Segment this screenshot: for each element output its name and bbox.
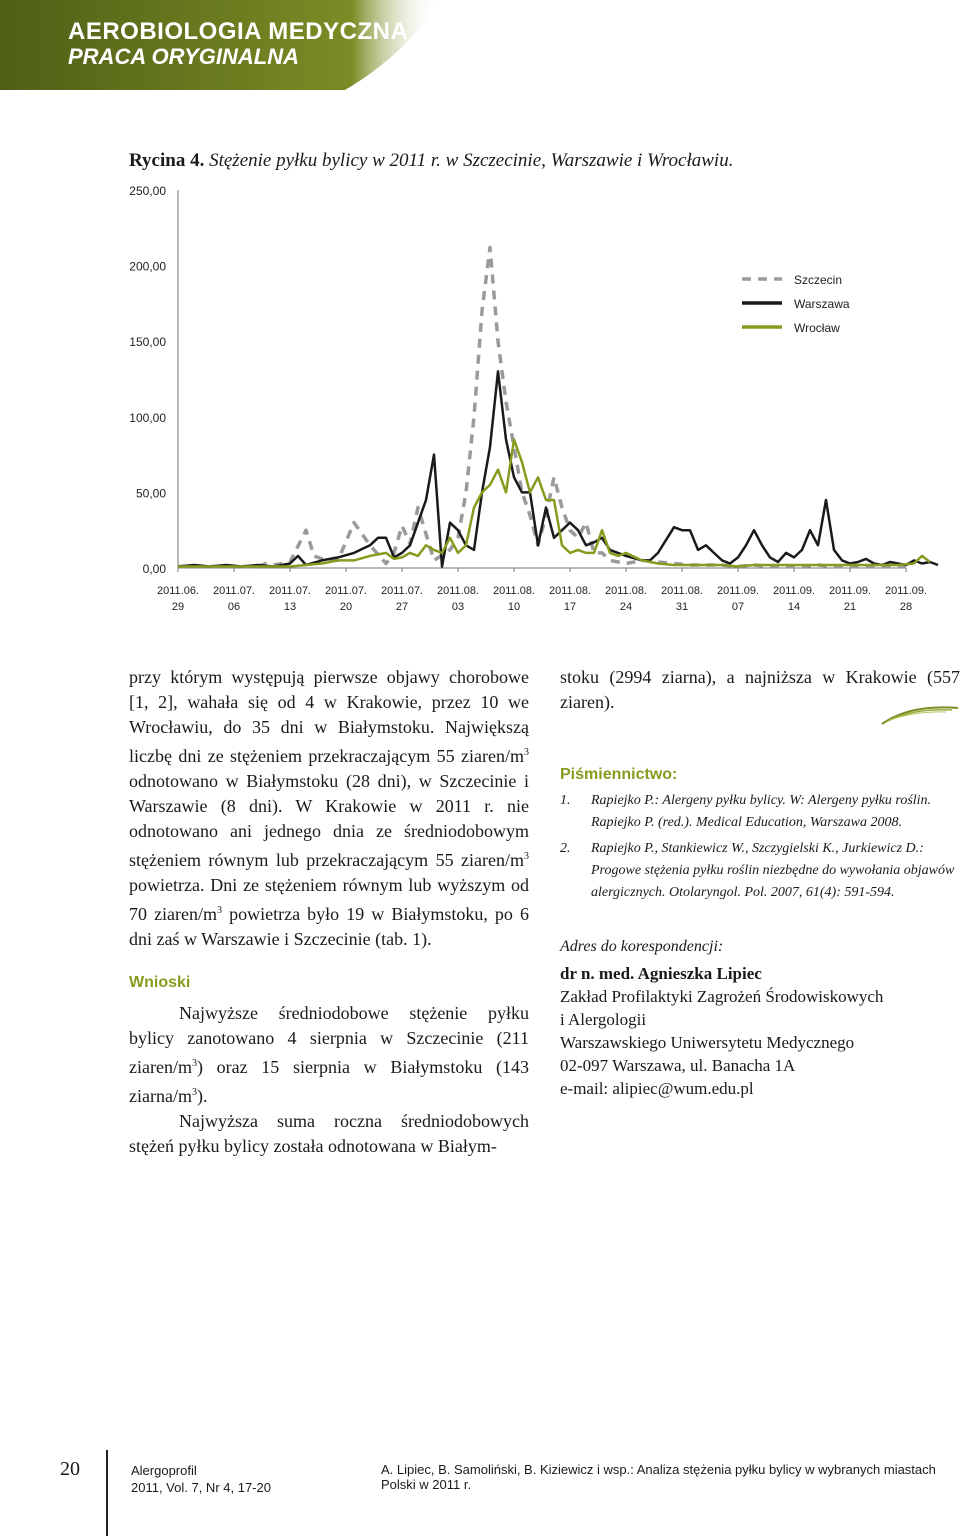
series-line-szczecin <box>178 248 906 567</box>
x-tick-label: 2011.08. <box>604 585 648 597</box>
results-text-d: powietrza było 19 w Białymstoku, po 6 dni zaś w Warszawie i Szczecinie (tab. 1). <box>129 904 530 949</box>
x-tick-label: 2011.06. <box>156 585 200 597</box>
journal-header <box>0 0 960 90</box>
correspondence-address <box>560 935 960 1100</box>
x-tick-label: 13 <box>283 601 297 613</box>
conclusions-text-a: Najwyższe średniodobowe stężenie pyłku bylicy zanotowano 4 sierpnia w Szczecinie (211 ziaren/m <box>129 1003 529 1077</box>
x-tick-label: 24 <box>619 601 633 613</box>
x-tick-label: 03 <box>451 601 465 613</box>
journal-info <box>131 1462 271 1496</box>
x-tick-label: 14 <box>787 601 801 613</box>
results-text-b: odnotowano w Białymstoku (28 dni), w Szczecinie i Warszawie (8 dni). W Krakowie w 2011 r. nie odnotowano ani jednego dnia ze średniodobowym stężeniem równym lub przekraczającym 55 ziaren/m <box>129 771 529 870</box>
reference-item <box>560 790 960 834</box>
address-line: 02-097 Warszawa, ul. Banacha 1A <box>560 1056 796 1075</box>
reference-number: 1. <box>560 793 571 808</box>
author-name: dr n. med. Agnieszka Lipiec <box>560 964 762 983</box>
x-tick-label: 31 <box>675 601 689 613</box>
conclusions-text-b: ) oraz 15 sierpnia w Białymstoku (143 ziarna/m <box>129 1057 529 1106</box>
right-paragraph: stoku (2994 ziarna), a najniższa w Krakowie (557 ziaren). <box>560 667 960 712</box>
references-heading: Piśmiennictwo: <box>560 766 678 783</box>
x-tick-label: 29 <box>171 601 185 613</box>
running-citation: A. Lipiec, B. Samoliński, B. Kiziewicz i wsp.: Analiza stężenia pyłku bylicy w wybranych miastach Polski w 2011 r. <box>381 1462 936 1492</box>
x-tick-label: 2011.08. <box>548 585 592 597</box>
journal-name: Alergoprofil <box>131 1463 197 1478</box>
superscript: 3 <box>524 851 529 862</box>
x-tick-label: 21 <box>843 601 857 613</box>
conclusions-text-c: ). <box>196 1086 208 1106</box>
superscript: 3 <box>217 905 223 916</box>
superscript: 3 <box>191 1058 197 1069</box>
results-paragraph <box>129 665 529 952</box>
x-tick-label: 2011.08. <box>660 585 704 597</box>
x-tick-label: 2011.09. <box>884 585 928 597</box>
superscript: 3 <box>524 747 529 758</box>
results-text-c: powietrza. Dni ze stężeniem równym lub wyższym od 70 ziaren/m <box>129 875 529 924</box>
x-tick-label: 2011.07. <box>212 585 256 597</box>
x-tick-label: 27 <box>395 601 409 613</box>
x-tick-label: 17 <box>563 601 577 613</box>
article-type: PRACA ORYGINALNA <box>68 44 300 69</box>
conclusions-heading: Wnioski <box>129 974 191 991</box>
address-label: Adres do korespondencji: <box>560 938 724 955</box>
address-line: Warszawskiego Uniwersytetu Medycznego <box>560 1033 855 1052</box>
x-tick-label: 10 <box>507 601 521 613</box>
x-tick-label: 2011.08. <box>492 585 536 597</box>
address-line: Zakład Profilaktyki Zagrożeń Środowiskowych <box>560 987 884 1006</box>
y-tick-label: 200,00 <box>129 259 166 274</box>
y-tick-label: 150,00 <box>129 335 166 350</box>
y-tick-label: 0,00 <box>142 562 166 576</box>
x-tick-label: 2011.09. <box>772 585 816 597</box>
series-line-warszawa <box>178 371 938 566</box>
address-line: i Alergologii <box>560 1010 647 1029</box>
x-tick-label: 2011.07. <box>324 585 368 597</box>
superscript: 3 <box>191 1087 197 1098</box>
page-footer <box>0 1450 960 1536</box>
legend-label: Szczecin <box>794 273 843 287</box>
conclusions-paragraph-1 <box>129 1001 529 1109</box>
x-tick-label: 2011.09. <box>716 585 760 597</box>
y-tick-label: 100,00 <box>129 410 166 425</box>
journal-section-title: AEROBIOLOGIA MEDYCZNA <box>68 18 409 45</box>
x-tick-label: 2011.07. <box>268 585 312 597</box>
legend-label: Wrocław <box>794 321 840 335</box>
x-tick-label: 2011.09. <box>828 585 872 597</box>
reference-text: Rapiejko P.: Alergeny pyłku bylicy. W: Alergeny pyłku roślin. Rapiejko P. (red.). Medical Education, Warszawa 2008. <box>591 793 932 830</box>
conclusions-paragraph-2: Najwyższa suma roczna średniodobowych stężeń pyłku bylicy została odnotowana w Białym- <box>129 1111 529 1156</box>
y-tick-label: 250,00 <box>129 184 166 198</box>
x-tick-label: 07 <box>731 601 745 613</box>
x-tick-label: 28 <box>899 601 913 613</box>
left-column <box>129 665 529 1159</box>
x-tick-label: 20 <box>339 601 353 613</box>
pollen-line-chart <box>118 180 948 630</box>
results-text-a: przy którym występują pierwsze objawy chorobowe [1, 2], wahała się od 4 w Krakowie, przez 10 we Wrocławiu, do 35 dni w Białymstoku. Największą liczbę dni ze stężeniem przekraczającym 55 ziaren/m <box>129 667 529 766</box>
reference-item <box>560 838 960 904</box>
x-tick-label: 06 <box>227 601 241 613</box>
y-tick-label: 50,00 <box>135 486 166 501</box>
journal-volume: 2011, Vol. 7, Nr 4, 17-20 <box>131 1480 271 1495</box>
figure-label: Rycina 4. <box>129 150 205 171</box>
email-link[interactable]: e-mail: alipiec@wum.edu.pl <box>560 1079 754 1098</box>
footer-divider <box>106 1450 108 1536</box>
references-list <box>560 790 960 904</box>
x-tick-label: 2011.08. <box>436 585 480 597</box>
figure-caption-text: Stężenie pyłku bylicy w 2011 r. w Szczecinie, Warszawie i Wrocławiu. <box>209 150 734 171</box>
decorative-swoosh-icon <box>880 700 960 730</box>
page-number: 20 <box>60 1458 80 1480</box>
legend-label: Warszawa <box>794 297 850 311</box>
series-line-wrocław <box>178 440 930 567</box>
figure-caption <box>129 150 733 172</box>
reference-number: 2. <box>560 841 571 856</box>
x-tick-label: 2011.07. <box>380 585 424 597</box>
reference-text: Rapiejko P., Stankiewicz W., Szczygielski K., Jurkiewicz D.: Progowe stężenia pyłku roślin niezbędne do wywołania objawów alergicznych. Otolaryngol. Pol. 2007, 61(4): 591-594. <box>591 841 955 900</box>
